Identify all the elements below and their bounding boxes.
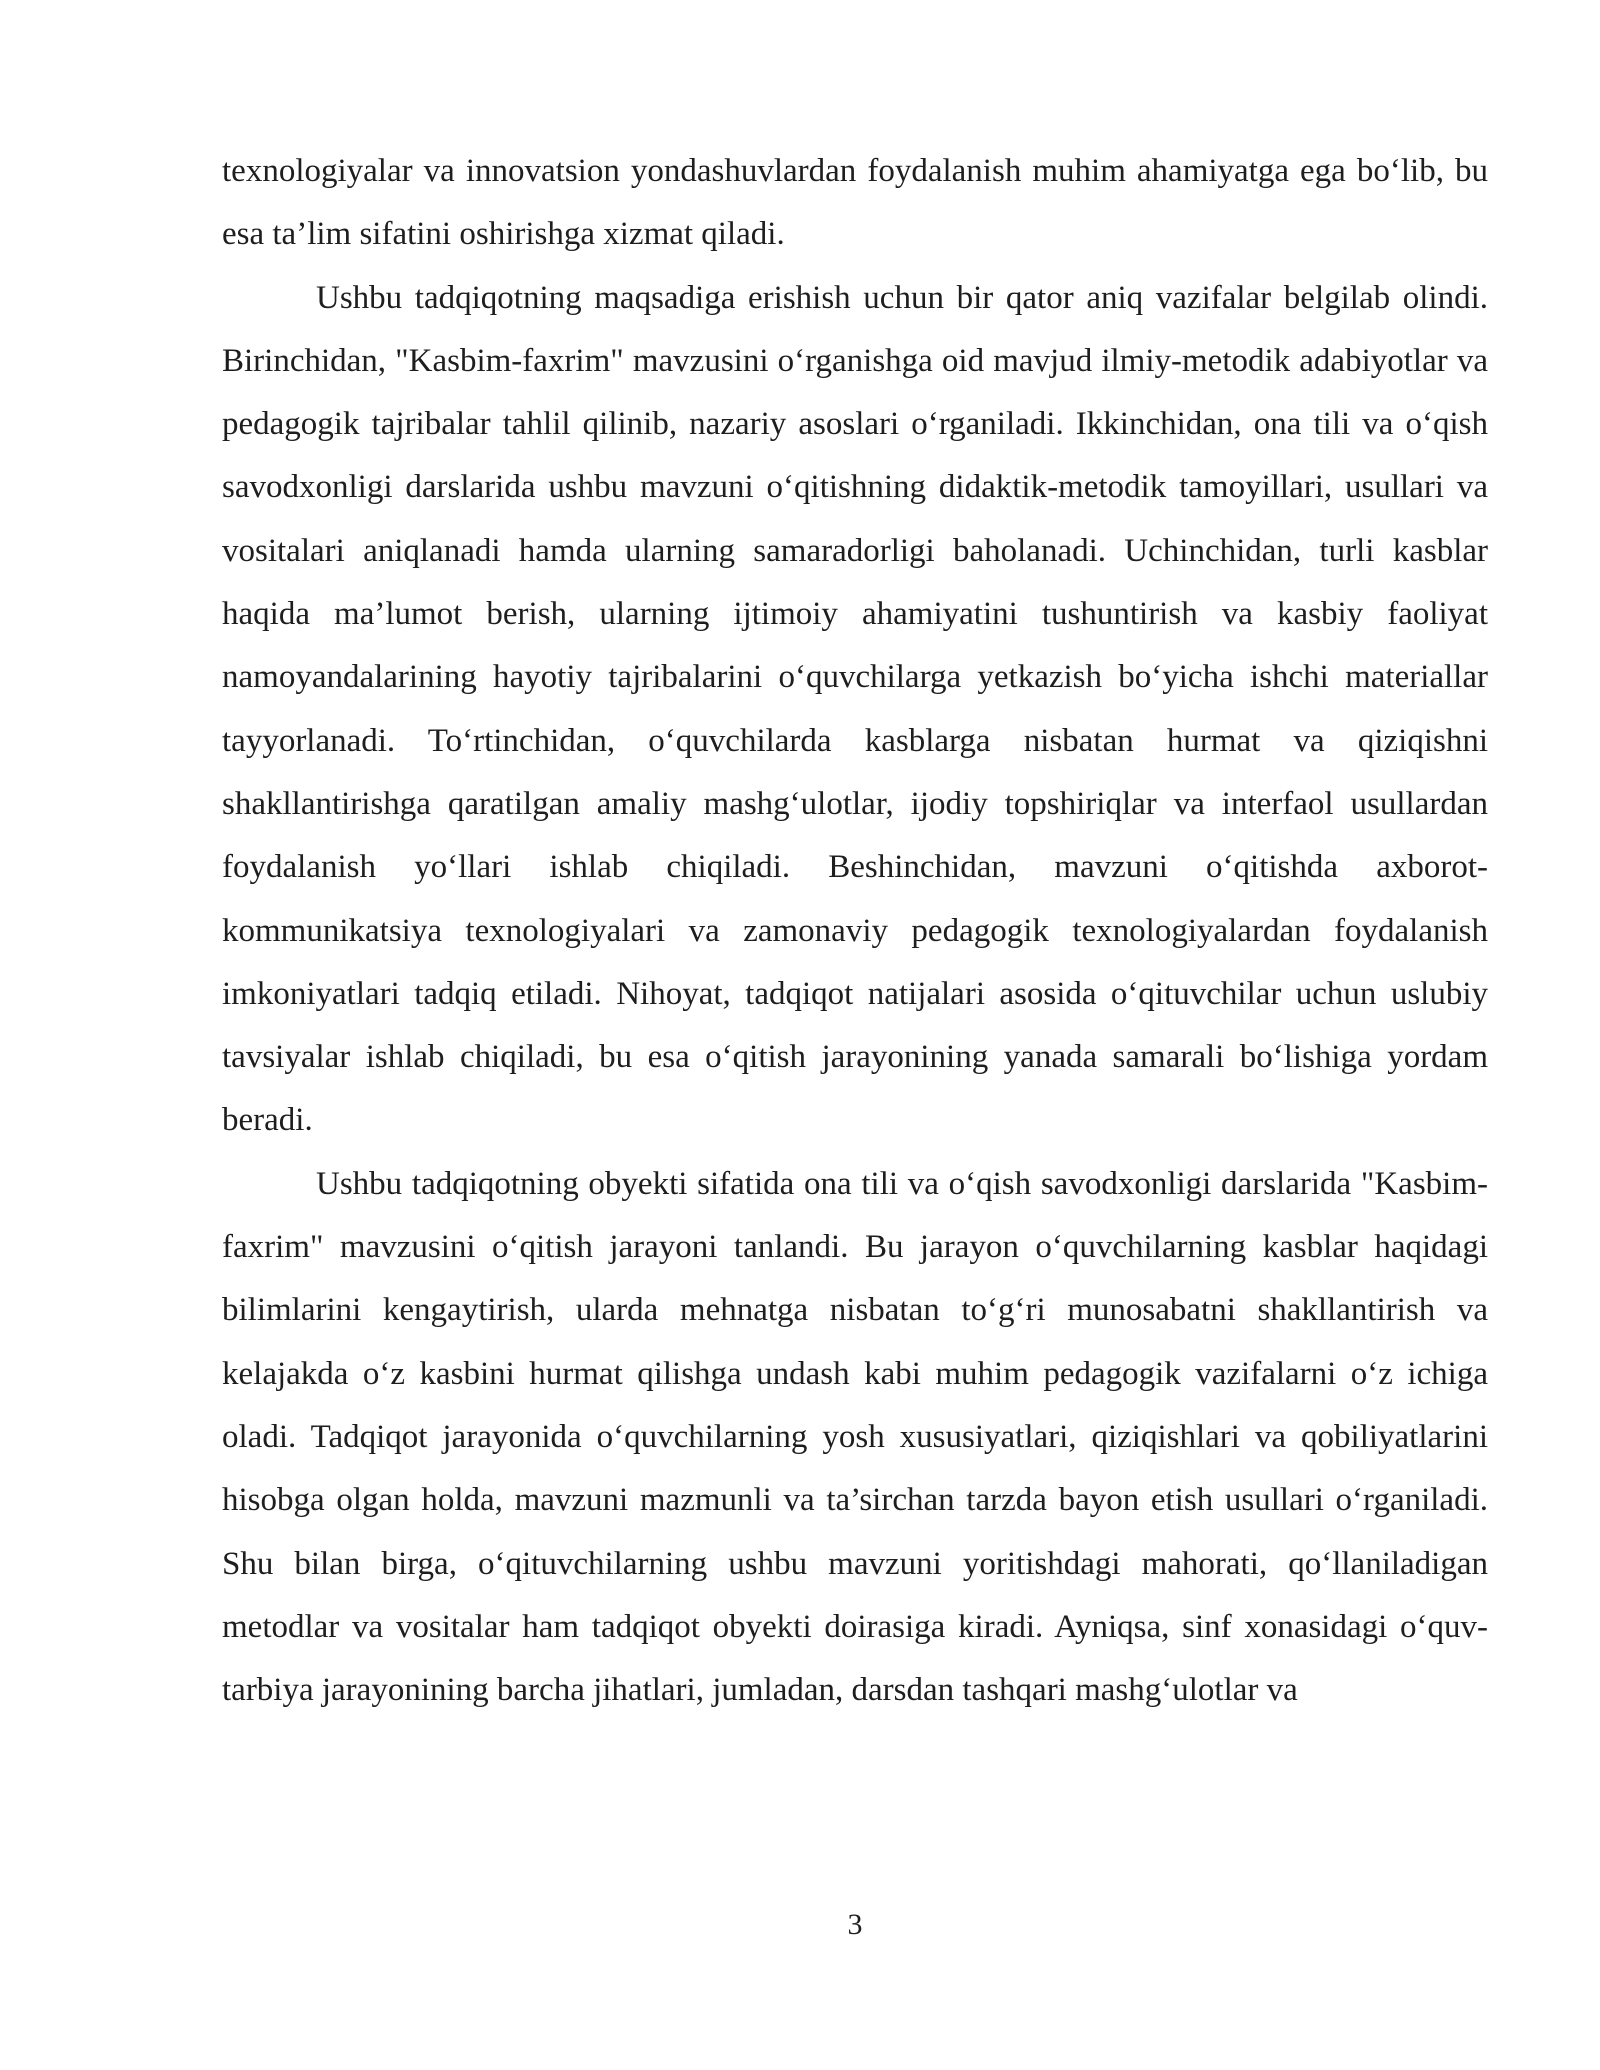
page-number: 3 (847, 1908, 863, 1941)
paragraph-2: Ushbu tadqiqotning maqsadiga erishish uchun bir qator aniq vazifalar belgilab olindi. Birinchidan, "Kasbim-faxrim" mavzusini o‘rganishga oid mavjud ilmiy-metodik adabiyotlar va pedagogik tajribalar tahlil qilinib, nazariy asoslari o‘rganiladi. Ikkinchidan, ona tili va o‘qish savodxonligi darslarida ushbu mavzuni o‘qitishning didaktik-metodik tamoyillari, usullari va vositalari aniqlanadi hamda ularning samaradorligi baholanadi. Uchinchidan, turli kasblar haqida ma’lumot berish, ularning ijtimoiy ahamiyatini tushuntirish va kasbiy faoliyat namoyandalarining hayotiy tajribalarini o‘quvchilarga yetkazish bo‘yicha ishchi materiallar tayyorlanadi. To‘rtinchidan, o‘quvchilarda kasblarga nisbatan hurmat va qiziqishni shakllantirishga qaratilgan amaliy mashg‘ulotlar, ijodiy topshiriqlar va interfaol usullardan foydalanish yo‘llari ishlab chiqiladi. Beshinchidan, mavzuni o‘qitishda axborot-kommunikatsiya texnologiyalari va zamonaviy pedagogik texnologiyalardan foydalanish imkoniyatlari tadqiq etiladi. Nihoyat, tadqiqot natijalari asosida o‘qituvchilar uchun uslubiy tavsiyalar ishlab chiqiladi, bu esa o‘qitish jarayonining yanada samarali bo‘lishiga yordam beradi. (222, 279, 1488, 1139)
paragraph-3: Ushbu tadqiqotning obyekti sifatida ona tili va o‘qish savodxonligi darslarida "Kasbim-faxrim" mavzusini o‘qitish jarayoni tanlandi. Bu jarayon o‘quvchilarning kasblar haqidagi bilimlarini kengaytirish, ularda mehnatga nisbatan to‘g‘ri munosabatni shakllantirish va kelajakda o‘z kasbini hurmat qilishga undash kabi muhim pedagogik vazifalarni o‘z ichiga oladi. Tadqiqot jarayonida o‘quvchilarning yosh xususiyatlari, qiziqishlari va qobiliyatlarini hisobga olgan holda, mavzuni mazmunli va ta’sirchan tarzda bayon etish usullari o‘rganiladi. Shu bilan birga, o‘qituvchilarning ushbu mavzuni yoritishdagi mahorati, qo‘llaniladigan metodlar va vositalar ham tadqiqot obyekti doirasiga kiradi. Ayniqsa, sinf xonasidagi o‘quv-tarbiya jarayonining barcha jihatlari, jumladan, darsdan tashqari mashg‘ulotlar va (222, 1165, 1488, 1709)
document-body (222, 140, 1488, 1722)
paragraph-1: texnologiyalar va innovatsion yondashuvlardan foydalanish muhim ahamiyatga ega bo‘lib, bu esa ta’lim sifatini oshirishga xizmat qiladi. (222, 153, 1488, 253)
